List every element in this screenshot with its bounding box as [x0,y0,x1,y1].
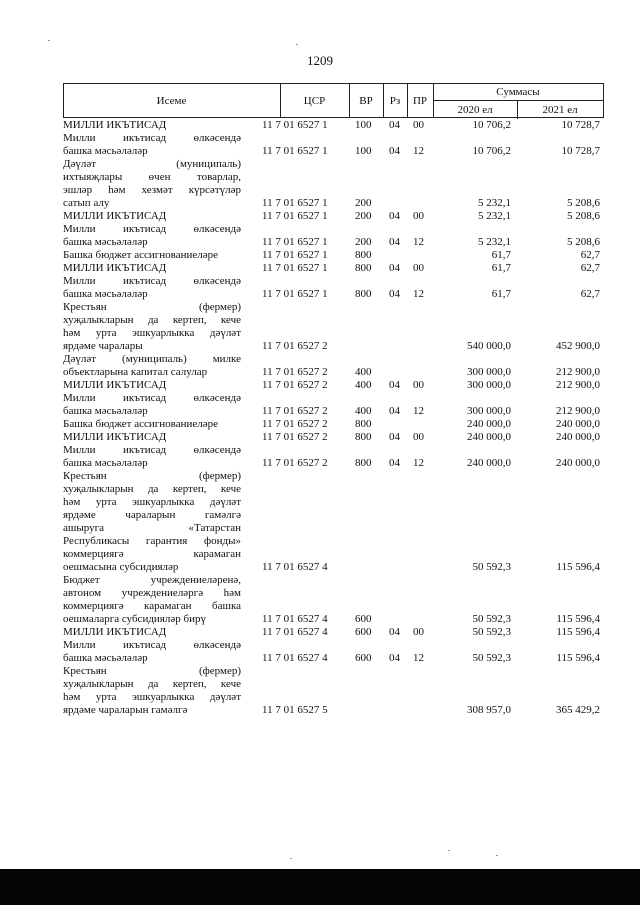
table-header [63,83,604,118]
scan-speck [290,858,292,859]
row-amount-2021: 240 000,0 [556,418,600,430]
row-amount-2021: 10 728,7 [561,119,600,131]
row-pr: 12 [413,288,424,300]
row-csr: 11 7 01 6527 2 [262,366,328,378]
row-name-line: объектларына капитал салулар [63,366,208,378]
row-rz: 04 [389,236,400,248]
row-amount-2020: 5 232,1 [478,197,511,209]
row-br: 200 [355,197,372,209]
row-name-line: башка мәсьәләләр [63,145,148,157]
row-pr: 00 [413,626,424,638]
row-values [63,626,604,639]
row-amount-2020: 10 706,2 [472,119,511,131]
row-values [63,210,604,223]
row-pr: 00 [413,431,424,443]
row-rz: 04 [389,379,400,391]
scan-speck [296,44,298,45]
row-pr: 12 [413,652,424,664]
row-br: 400 [355,379,372,391]
row-values [63,561,604,574]
row-rz: 04 [389,405,400,417]
row-br: 100 [355,145,372,157]
row-csr: 11 7 01 6527 1 [262,249,328,261]
scan-speck [496,855,498,856]
row-csr: 11 7 01 6527 1 [262,262,328,274]
row-pr: 12 [413,145,424,157]
row-br: 800 [355,288,372,300]
row-name-line: Милли икътисад өлкәсендә [63,275,241,287]
row-values [63,262,604,275]
row-name-line: коммерциягә карамаган башка [63,600,241,612]
row-name-line: башка мәсьәләләр [63,236,148,248]
row-csr: 11 7 01 6527 1 [262,119,328,131]
row-amount-2021: 115 596,4 [556,561,600,573]
row-amount-2020: 308 957,0 [467,704,511,716]
row-name-line: башка мәсьәләләр [63,457,148,469]
row-rz: 04 [389,652,400,664]
row-name-line: МИЛЛИ ИКЪТИСАД [63,626,167,638]
table-row [63,444,604,470]
table-row [63,665,604,717]
row-values [63,379,604,392]
row-amount-2021: 452 900,0 [556,340,600,352]
row-rz: 04 [389,145,400,157]
row-amount-2021: 212 900,0 [556,366,600,378]
row-rz: 04 [389,288,400,300]
header-rz: Рз [389,95,401,107]
row-amount-2020: 300 000,0 [467,366,511,378]
row-pr: 00 [413,262,424,274]
row-amount-2020: 50 592,3 [472,626,511,638]
row-amount-2020: 61,7 [491,288,511,300]
row-csr: 11 7 01 6527 2 [262,431,328,443]
row-name-line: Милли икътисад өлкәсендә [63,444,241,456]
row-br: 200 [355,210,372,222]
row-rz: 04 [389,119,400,131]
row-amount-2021: 212 900,0 [556,379,600,391]
row-values [63,457,604,470]
row-values [63,418,604,431]
row-rz: 04 [389,262,400,274]
table-row [63,210,604,223]
row-br: 800 [355,418,372,430]
table-row [63,353,604,379]
header-sums: Суммасы [496,86,540,98]
table-row [63,639,604,665]
row-name-line: хуҗалыкларын да кертеп, кече [63,678,241,690]
table-row [63,249,604,262]
row-values [63,613,604,626]
table-row [63,470,604,574]
row-amount-2020: 61,7 [491,262,511,274]
row-amount-2021: 115 596,4 [556,626,600,638]
row-name-line: ярдәме чараларын гамәлгә [63,704,188,716]
header-year-2021: 2021 ел [542,104,578,116]
row-values [63,119,604,132]
row-amount-2021: 115 596,4 [556,652,600,664]
row-csr: 11 7 01 6527 4 [262,626,328,638]
row-name [63,470,241,574]
row-name-line: башка мәсьәләләр [63,652,148,664]
row-values [63,145,604,158]
row-csr: 11 7 01 6527 2 [262,418,328,430]
table-row [63,223,604,249]
row-pr: 12 [413,457,424,469]
table-row [63,158,604,210]
row-csr: 11 7 01 6527 1 [262,197,328,209]
row-amount-2020: 240 000,0 [467,431,511,443]
row-name-line: Дәүләт (муниципаль) [63,158,241,170]
row-amount-2021: 240 000,0 [556,457,600,469]
row-csr: 11 7 01 6527 2 [262,405,328,417]
row-name-line: хуҗалыкларын да кертеп, кече [63,483,241,495]
row-rz: 04 [389,210,400,222]
row-pr: 00 [413,119,424,131]
row-rz: 04 [389,626,400,638]
row-csr: 11 7 01 6527 5 [262,704,328,716]
row-name-line: коммерциягә карамаган [63,548,241,560]
row-values [63,431,604,444]
row-br: 100 [355,119,372,131]
row-name-line: Крестьян (фермер) [63,470,241,482]
table-row [63,275,604,301]
row-amount-2021: 62,7 [580,288,600,300]
row-amount-2020: 10 706,2 [472,145,511,157]
row-values [63,405,604,418]
table-row [63,392,604,418]
row-br: 400 [355,366,372,378]
row-br: 800 [355,249,372,261]
row-name-line: МИЛЛИ ИКЪТИСАД [63,431,167,443]
row-name-line: Крестьян (фермер) [63,665,241,677]
row-csr: 11 7 01 6527 1 [262,288,328,300]
row-name-line: һәм урта эшкуарлыкка дәүләт [63,327,241,339]
row-csr: 11 7 01 6527 2 [262,457,328,469]
table-row [63,431,604,444]
row-amount-2020: 5 232,1 [478,236,511,248]
row-name-line: ихтыяҗлары өчен товарлар, [63,171,241,183]
row-name-line: һәм урта эшкуарлыкка дәүләт [63,691,241,703]
row-amount-2020: 300 000,0 [467,405,511,417]
row-pr: 12 [413,236,424,248]
row-name-line: оешмаларга субсидияләр бирү [63,613,206,625]
row-amount-2020: 300 000,0 [467,379,511,391]
row-br: 600 [355,613,372,625]
table-row [63,119,604,132]
row-csr: 11 7 01 6527 1 [262,236,328,248]
row-amount-2021: 5 208,6 [567,197,600,209]
row-name-line: Республикасы гарантия фонды» [63,535,241,547]
row-br: 400 [355,405,372,417]
row-pr: 00 [413,379,424,391]
row-rz: 04 [389,431,400,443]
row-name-line: Крестьян (фермер) [63,301,241,313]
row-amount-2021: 5 208,6 [567,210,600,222]
row-values [63,236,604,249]
scan-border-bottom [0,869,640,905]
row-name-line: хуҗалыкларын да кертеп, кече [63,314,241,326]
row-amount-2020: 50 592,3 [472,652,511,664]
row-amount-2020: 5 232,1 [478,210,511,222]
row-amount-2020: 50 592,3 [472,561,511,573]
row-csr: 11 7 01 6527 1 [262,210,328,222]
table-row [63,574,604,626]
row-amount-2021: 5 208,6 [567,236,600,248]
row-br: 200 [355,236,372,248]
row-amount-2021: 212 900,0 [556,405,600,417]
row-amount-2021: 115 596,4 [556,613,600,625]
row-name-line: башка мәсьәләләр [63,288,148,300]
table-row [63,626,604,639]
row-rz: 04 [389,457,400,469]
header-subline [433,100,604,101]
row-csr: 11 7 01 6527 4 [262,561,328,573]
header-csr: ЦСР [303,95,326,107]
row-name-line: ярдәме чаралары [63,340,143,352]
row-name-line: Милли икътисад өлкәсендә [63,392,241,404]
row-pr: 12 [413,405,424,417]
row-name-line: МИЛЛИ ИКЪТИСАД [63,119,167,131]
row-csr: 11 7 01 6527 4 [262,652,328,664]
row-amount-2021: 240 000,0 [556,431,600,443]
header-year-2020: 2020 ел [457,104,493,116]
table-row [63,301,604,353]
row-csr: 11 7 01 6527 2 [262,379,328,391]
row-values [63,366,604,379]
table-row [63,262,604,275]
row-name-line: Дәүләт (муниципаль) милке [63,353,241,365]
row-br: 800 [355,431,372,443]
row-amount-2021: 365 429,2 [556,704,600,716]
header-br: ВР [359,95,373,107]
row-amount-2020: 540 000,0 [467,340,511,352]
row-name-line: Милли икътисад өлкәсендә [63,132,241,144]
row-name-line: Бюджет учреждениеләренә, [63,574,241,586]
table-row [63,379,604,392]
row-name-line: Милли икътисад өлкәсендә [63,639,241,651]
row-name-line: ашыруга «Татарстан [63,522,241,534]
row-values [63,249,604,262]
row-pr: 00 [413,210,424,222]
header-name: Исеме [156,95,187,107]
row-values [63,197,604,210]
table-body [63,119,604,717]
row-values [63,288,604,301]
row-csr: 11 7 01 6527 4 [262,613,328,625]
page-number: 1209 [307,53,333,68]
row-amount-2020: 50 592,3 [472,613,511,625]
row-name-line: ярдәме чараларын гамәлгә [63,509,241,521]
row-br: 600 [355,652,372,664]
row-name-line: сатып алу [63,197,110,209]
row-name-line: Милли икътисад өлкәсендә [63,223,241,235]
row-values [63,340,604,353]
row-name-line: МИЛЛИ ИКЪТИСАД [63,210,167,222]
row-amount-2021: 62,7 [580,262,600,274]
header-pr: ПР [412,95,428,107]
row-amount-2021: 10 728,7 [561,145,600,157]
row-amount-2020: 240 000,0 [467,457,511,469]
row-amount-2020: 61,7 [491,249,511,261]
row-name-line: һәм урта эшкуарлыкка дәүләт [63,496,241,508]
row-values [63,704,604,717]
row-csr: 11 7 01 6527 2 [262,340,328,352]
scan-speck [48,40,50,41]
row-br: 600 [355,626,372,638]
row-name-line: Башка бюджет ассигнованиеләре [63,418,218,430]
row-values [63,652,604,665]
row-name-line: МИЛЛИ ИКЪТИСАД [63,262,167,274]
row-br: 800 [355,457,372,469]
row-br: 800 [355,262,372,274]
row-amount-2021: 62,7 [580,249,600,261]
scan-speck [448,850,450,851]
row-name-line: МИЛЛИ ИКЪТИСАД [63,379,167,391]
row-csr: 11 7 01 6527 1 [262,145,328,157]
table-row [63,418,604,431]
row-name-line: Башка бюджет ассигнованиеләре [63,249,218,261]
table-row [63,132,604,158]
row-name-line: башка мәсьәләләр [63,405,148,417]
row-name-line: автоном учреждениеләргә һәм [63,587,241,599]
row-amount-2020: 240 000,0 [467,418,511,430]
row-name-line: эшләр һәм хезмәт күрсәтүләр [63,184,241,196]
row-name-line: оешмасына субсидияләр [63,561,179,573]
